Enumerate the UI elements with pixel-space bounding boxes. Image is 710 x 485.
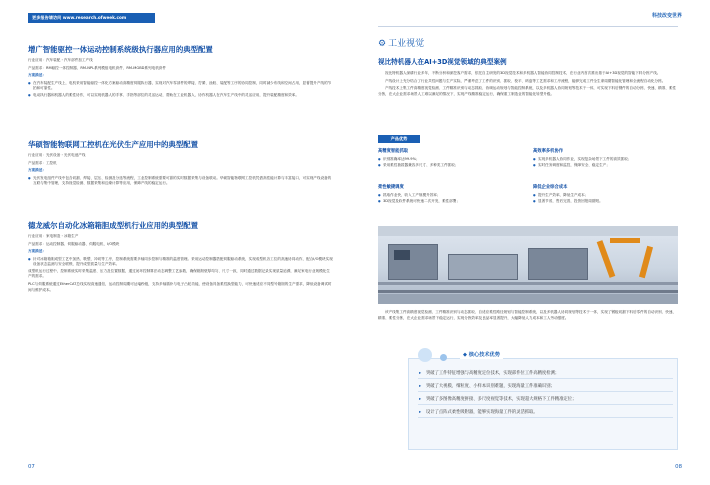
core-item: ▸ 突破了多图像高精度拼接、多尺度视觉等技术，实现超大规格下工件精准定位；	[418, 394, 673, 405]
bullet-item: ● 在汽车装配生产线上，电机采用智能驱控一体化方案驱动高精度伺服执行器，实现对汽车零部件的焊接、拧紧、涂胶、装配等工序的协同控制，同时减少布线和空间占用，显著提升产线的节拍和可靠性。	[28, 81, 333, 92]
advantage-item: ● 3D视觉及软件系统可快速二次开发，柔性部署；	[378, 199, 518, 205]
report-url-banner[interactable]: 更多报告请访问 www.research.ofweek.com	[28, 13, 155, 23]
page-number-right: 08	[675, 463, 682, 470]
advantage-title: 高效率多机协作	[533, 149, 564, 154]
product-advantage-tag: 产品优势	[378, 135, 420, 143]
section-title-2: 华硕智能物联网工控机在光伏生产应用中的典型配置	[28, 140, 198, 149]
advantage-item: ● 实时任务调度和监控，保障安全、稳定生产；	[533, 163, 673, 169]
advantage-block	[378, 185, 518, 206]
bullet-item: ● 针对冰箱箱胆成型工艺中加热、吸塑、冲切等工序，控制系统需要多轴同步控制与精准的温度管理。采用运动控制器搭配伺服驱动系统，实现成型机各工位的高速协同动作，配合I/O模块实现设备状态监测与安全联锁，提升成型质量与生产效率。	[28, 257, 333, 268]
intro-paragraph: 视比特机器人深耕行业多年，不断分析和深挖客户需求，依托自主研发的3D视觉技术和多机器人智能协同控制技术，在行业内首次推出基于AI+3D视觉的智能下料分拣产线。	[385, 71, 661, 75]
intro-paragraph: 产线技术上集工件高精度视觉检测、工件精准识别与动态抓取、协调运动规划与智能控制系统，以及多机器人协同规划等技术于一体，可实现下料后钢件的自动分拣、快速、精准、柔性分拣，在大企业需求场景人工难以满足的情况下，实现产线精准稳定运行，确保重工制造业的智能化转型升级。	[378, 86, 677, 96]
product-line: 产品需求：运动控制器、伺服驱动器、伺服电机、I/O模块	[28, 241, 120, 246]
intro-paragraph: 产线设计上充分结合了行业共性问题与生产实际，严谨考虑了工件的识别、抓取、校平、码盘等工艺需求和工序流程，能够完成工件全生命周期智能化管理和全流程自动化分拣。	[385, 78, 666, 83]
body-paragraph: PLC与伺服系统通过EtherCAT总线实现高速通信，运动控制周期可达毫秒级，支持多轴插补与电子凸轮功能，使设备具备柔性换型能力，可快速适应不同型号箱胆的生产需求，降低设备调试时间与维护成本。	[28, 281, 332, 292]
industry-line: 行业应用：光伏设备・光伏电池产线	[28, 153, 86, 157]
advantage-block	[533, 185, 673, 206]
core-item: ▸ 突破了工件特征增强与高精度定位技术，实现部件位工件高精度检测；	[418, 368, 673, 379]
production-line-photo	[378, 226, 678, 304]
bullet-item: ● 电动执行器和机器人的柔性协作，可以实现机器人的手掌、手指等部位的灵活运动，帮助在工业机器人、协作机器人在汽车生产线中的灵活应用，提升装配精度和效率。	[28, 93, 333, 99]
core-item: ▸ 设计了点阵式柔性吸附器，能够实现海量工件的灵活抓取。	[418, 407, 673, 418]
plan-label: 方案描述：	[28, 168, 46, 173]
section-body-1	[28, 58, 333, 99]
core-tech-title-text: 核心技术优势	[468, 352, 500, 358]
advantage-block	[378, 149, 518, 170]
core-tech-title	[460, 351, 503, 359]
advantage-title: 降低企业综合成本	[533, 185, 568, 190]
product-line: 产品需求：工控机	[28, 160, 57, 165]
page-number-left: 07	[28, 463, 35, 470]
case-title: 视比特机器人在AI+3D视觉领域的典型案例	[378, 58, 507, 66]
gear-icon: ⚙	[378, 39, 387, 49]
advantage-item: ● 显著节省，售后完善，投资回报周期短。	[533, 199, 673, 205]
advantage-item: ● 提升生产效率，降低生产成本；	[533, 193, 673, 199]
chapter-heading-text: 工业视觉	[388, 39, 425, 49]
chapter-heading	[378, 38, 424, 52]
section-body-3	[28, 234, 333, 295]
body-paragraph: 成型机运行过程中，控制系统实时采集温度、压力及位置数据，通过闭环控制算法动态调整工艺参数，确保箱胆壁厚均匀、尺寸一致，同时通过数据记录实现质量追溯，满足家电行业规模化生产的需求。	[28, 268, 330, 279]
intro-text	[378, 71, 678, 99]
advantage-title: 高精度智能抓取	[378, 149, 409, 154]
brand-slogan: 科技改变世界	[651, 13, 682, 19]
bullet-item: ● 光伏发电组件产线中包含切割、焊接、层压、检测及分选等流程，工业控制系统需要可靠的实时数据采集与设备联动。华硕智能物联网工控机凭借高性能计算与丰富接口，可实现产线设备的互联与集中管理，支持视觉检测、数据采集和边缘计算等应用，保障产线的稳定运行。	[28, 176, 333, 187]
industry-line: 行业应用：家电制造・冰箱生产	[28, 234, 79, 238]
advantage-item: ● 识别准确率达99.9%；	[378, 157, 518, 163]
diamond-icon: ◆	[463, 352, 469, 358]
product-line: 产品需求：RM驱控一体控制器、RM-NPL系列模组电机套件、RM-MGBD系列电机套件	[28, 65, 166, 70]
advantage-item: ● 抓取作业快，收入工产规模升效率；	[378, 193, 518, 199]
advantage-item: ● 采用柔性抽拔器兼容多尺寸、多种类工件抓取；	[378, 163, 518, 169]
plan-label: 方案描述：	[28, 73, 46, 78]
decor-circle	[440, 354, 447, 361]
case-description: 该产线集工件高精度视觉检测、工件精准识别与动态抓取、自适应柔性路径规划与智能控制系统，以及多机器人协同规划等技术于一体，实现了钢板切割下料后零件的自动识别、快速、精准、柔性分拣，在大企业需求场景下稳定运行，实现分拣效率及良品率显著提升，大幅降低人力成本和工人劳动强度。	[378, 310, 677, 320]
decor-circle	[418, 348, 432, 362]
advantage-item: ● 实现多机器人协同作业，实现复杂场景下工件的高效抓取；	[533, 157, 673, 163]
advantage-block	[533, 149, 673, 170]
header-divider	[378, 26, 678, 27]
section-title-1: 增广智能驱控一体运动控制系统级执行器应用的典型配置	[28, 45, 213, 54]
section-body-2	[28, 153, 333, 188]
core-item: ▸ 突破了大视模、细粒度、小样本识别难题，实现海量工件准确识别；	[418, 381, 673, 392]
advantage-title: 柔性敏捷调度	[378, 185, 404, 190]
section-title-3: 德龙威尔自动化冰箱箱胆成型机行业应用的典型配置	[28, 221, 198, 230]
plan-label: 方案描述：	[28, 249, 46, 254]
industry-line: 行业应用：汽车装配・汽车部件加工产线	[28, 58, 93, 62]
